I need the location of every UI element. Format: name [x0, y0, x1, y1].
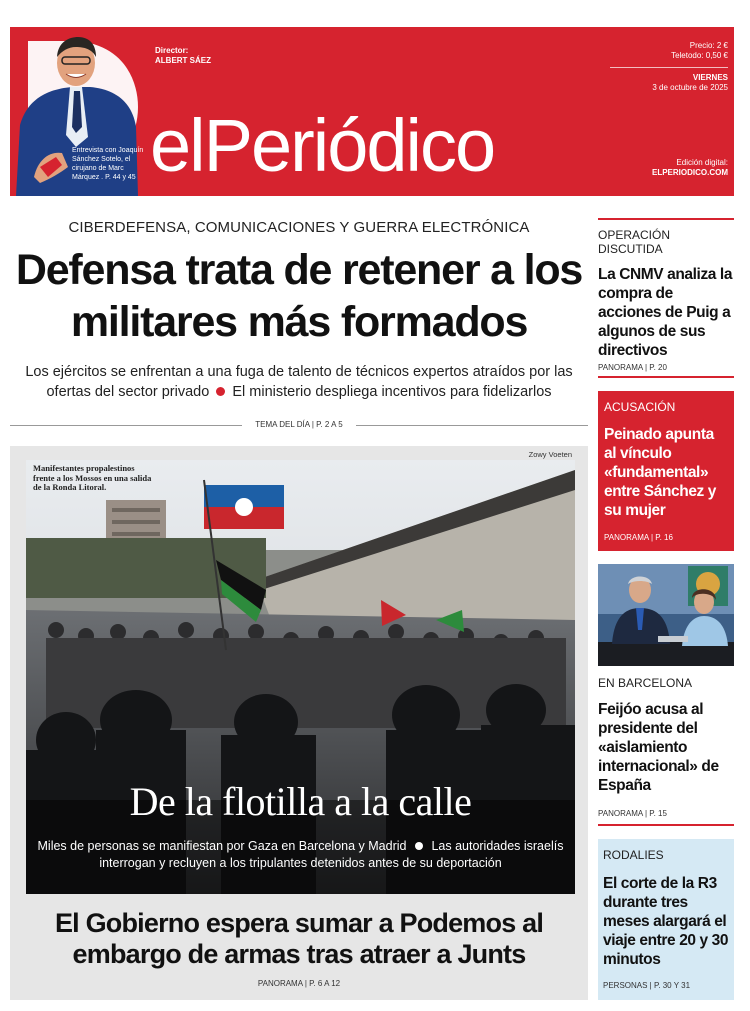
sidebar-section-tag: PANORAMA | P. 16 [604, 533, 673, 542]
photo-credit: Zowy Voeten [528, 450, 572, 459]
bullet-dot-icon [415, 842, 423, 850]
lead-kicker: CIBERDEFENSA, COMUNICACIONES Y GUERRA ELECTRÓNICA [68, 219, 530, 236]
interview-caption: Entrevista con Joaquín Sánchez Sotelo, el cirujano de Marc Márquez . P. 44 y 45 [72, 147, 144, 181]
masthead [10, 27, 734, 196]
edition-label: Edición digital: [676, 158, 728, 167]
price: Precio: 2 € [689, 41, 728, 50]
masthead-divider [610, 67, 728, 68]
second-section-tag: PANORAMA | P. 6 A 12 [257, 979, 341, 988]
sidebar-bottom-rule [598, 824, 734, 826]
weekday: VIERNES [692, 73, 728, 82]
sidebar-headline[interactable]: La CNMV analiza la compra de acciones de Puig a algunos de sus directivos [598, 266, 733, 359]
second-headline[interactable]: El Gobierno espera sumar a Podemos al embargo de armas tras atraer a Junts [54, 908, 544, 969]
sidebar-section-tag: PANORAMA | P. 20 [598, 363, 667, 372]
date: 3 de octubre de 2025 [652, 83, 728, 92]
sidebar-story-cnmv[interactable] [598, 218, 734, 378]
photo-story-title[interactable]: De la flotilla a la calle [129, 779, 472, 824]
protest-photo-image [26, 460, 575, 894]
newspaper-logo[interactable]: elPeriódico [150, 104, 495, 187]
sidebar-kicker: ACUSACIÓN [604, 400, 676, 414]
sidebar-top-rule [598, 218, 734, 220]
photo-story-subtitle [26, 838, 575, 872]
lead-section-tag [10, 418, 588, 432]
sidebar-headline[interactable]: El corte de la R3 durante tres meses alargará el viaje entre 20 y 30 minutos [603, 875, 729, 968]
director-label: Director: [155, 46, 189, 55]
photo-story [10, 446, 588, 1000]
lead-section-label: TEMA DEL DÍA | P. 2 A 5 [255, 420, 343, 429]
website-link[interactable]: ELPERIODICO.COM [651, 168, 728, 177]
bullet-dot-icon [216, 387, 225, 396]
lead-sub-part1: Los ejércitos se enfrentan a una fuga de talento de técnicos expertos atraídos por las ofertas del sector privado [25, 364, 573, 400]
sidebar-headline[interactable]: Feijóo acusa al presidente del «aislamiento internacional» de España [598, 701, 719, 794]
sidebar-story-peinado[interactable] [598, 391, 734, 551]
sidebar-story-rodalies[interactable] [598, 839, 734, 1000]
photo-caption: Manifestantes propalestinos frente a los Mossos en una salida de la Ronda Litoral. [33, 463, 152, 492]
sidebar-headline[interactable]: Peinado apunta al vínculo «fundamental» entre Sánchez y su mujer [604, 426, 717, 519]
sidebar-story-feijoo[interactable] [598, 672, 734, 832]
lead-headline[interactable]: Defensa trata de retener a los militares más formados [15, 246, 583, 346]
director-name: ALBERT SÁEZ [155, 56, 211, 65]
photo-sub-part2: Las autoridades israelís interrogan y recluyen a los tripulantes detenidos antes de su deportación [99, 839, 564, 870]
lead-subheadline [12, 362, 586, 402]
sidebar-section-tag: PERSONAS | P. 30 Y 31 [603, 981, 691, 990]
sidebar-kicker: RODALIES [603, 848, 664, 862]
sidebar-kicker: OPERACIÓN DISCUTIDA [598, 228, 671, 256]
sidebar-section-tag: PANORAMA | P. 15 [598, 809, 667, 818]
feijoo-photo-image [598, 564, 734, 666]
sidebar-bottom-rule [598, 376, 734, 378]
feijoo-photo [598, 564, 734, 666]
protest-photo [26, 460, 575, 894]
director-credit [155, 46, 211, 66]
date-box [652, 73, 728, 93]
section-rule-right [356, 425, 588, 426]
price-box [671, 41, 728, 61]
website-box [652, 158, 728, 178]
photo-sub-part1: Miles de personas se manifiestan por Gaza en Barcelona y Madrid [37, 839, 407, 853]
lead-sub-part2: El ministerio despliega incentivos para fidelizarlos [232, 384, 552, 400]
teletodo-price: Teletodo: 0,50 € [671, 51, 728, 60]
sidebar-kicker: EN BARCELONA [598, 676, 693, 690]
